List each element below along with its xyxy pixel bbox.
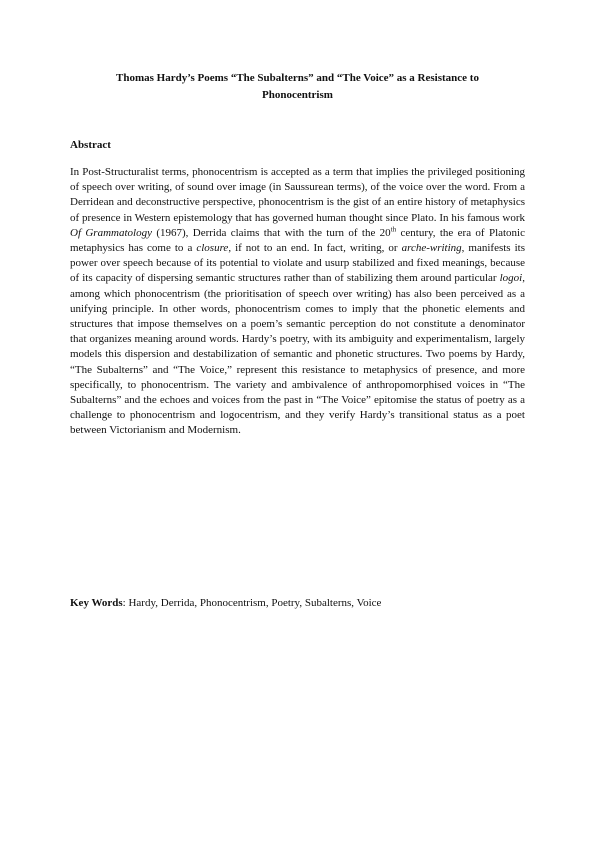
keywords-label: Key Words (70, 597, 123, 609)
keywords-line (70, 596, 525, 610)
abstract-text-5: , manifests its power over speech because of its potential to violate and usurp stabilized and fixed meanings, because of its capacity of dispersing semantic structures rather than of stabilizing them around particular (70, 242, 525, 285)
title-line-1: Thomas Hardy’s Poems “The Subalterns” and “The Voice” as a Resistance to (116, 72, 479, 84)
keywords-list: : Hardy, Derrida, Phonocentrism, Poetry, Subalterns, Voice (122, 597, 382, 609)
abstract-italic-logoi: logoi (499, 272, 523, 285)
title-line-2: Phonocentrism (262, 89, 333, 101)
abstract-text-3: century, the era of Platonic metaphysics has come to a (70, 226, 525, 255)
abstract-superscript: th (390, 225, 397, 234)
abstract-heading: Abstract (70, 139, 111, 151)
abstract-text-2: (1967), Derrida claims that with the turn of the 20 (151, 226, 391, 239)
abstract-italic-closure: closure (196, 242, 229, 255)
abstract-text-4: , if not to an end. In fact, writing, or (228, 242, 402, 255)
abstract-italic-arche-writing: arche-writing (401, 242, 462, 255)
abstract-text-1: In Post-Structuralist terms, phonocentrism is accepted as a term that implies the privileged positioning of speech over writing, of sound over image (in Saussurean terms), of the voice over the word. From a Derridean and deconstructive perspective, phonocentrism is the gist of an entire history of metaphysics of presence in Western epistemology that has governed human thought since Plato. In his famous work (70, 166, 525, 224)
abstract-body (70, 165, 525, 439)
paper-title (70, 70, 525, 104)
abstract-italic-work-title: Of Grammatology (70, 226, 152, 239)
abstract-paragraph (70, 165, 525, 439)
abstract-text-6: , among which phonocentrism (the prioritisation of speech over writing) has also been perceived as a unifying principle. In other words, phonocentrism comes to imply that the phonetic elements and structures that impose themselves on a poem’s semantic perception do not constitute a denominator that organizes meaning around words. Hardy’s poetry, with its ambiguity and experimentalism, largely models this dispersion and destabilization of semantic and phonetic structures. Two poems by Hardy, “The Subalterns” and “The Voice,” represent this resistance to metaphysics of presence, and more specifically, to phonocentrism. The variety and ambivalence of anthropomorphised voices in “The Subalterns” and the echoes and voices from the past in “The Voice” epitomise the status of poetry as a challenge to phonocentrism and logocentrism, and they verify Hardy’s transitional status as a poet between Victorianism and Modernism. (70, 272, 525, 437)
